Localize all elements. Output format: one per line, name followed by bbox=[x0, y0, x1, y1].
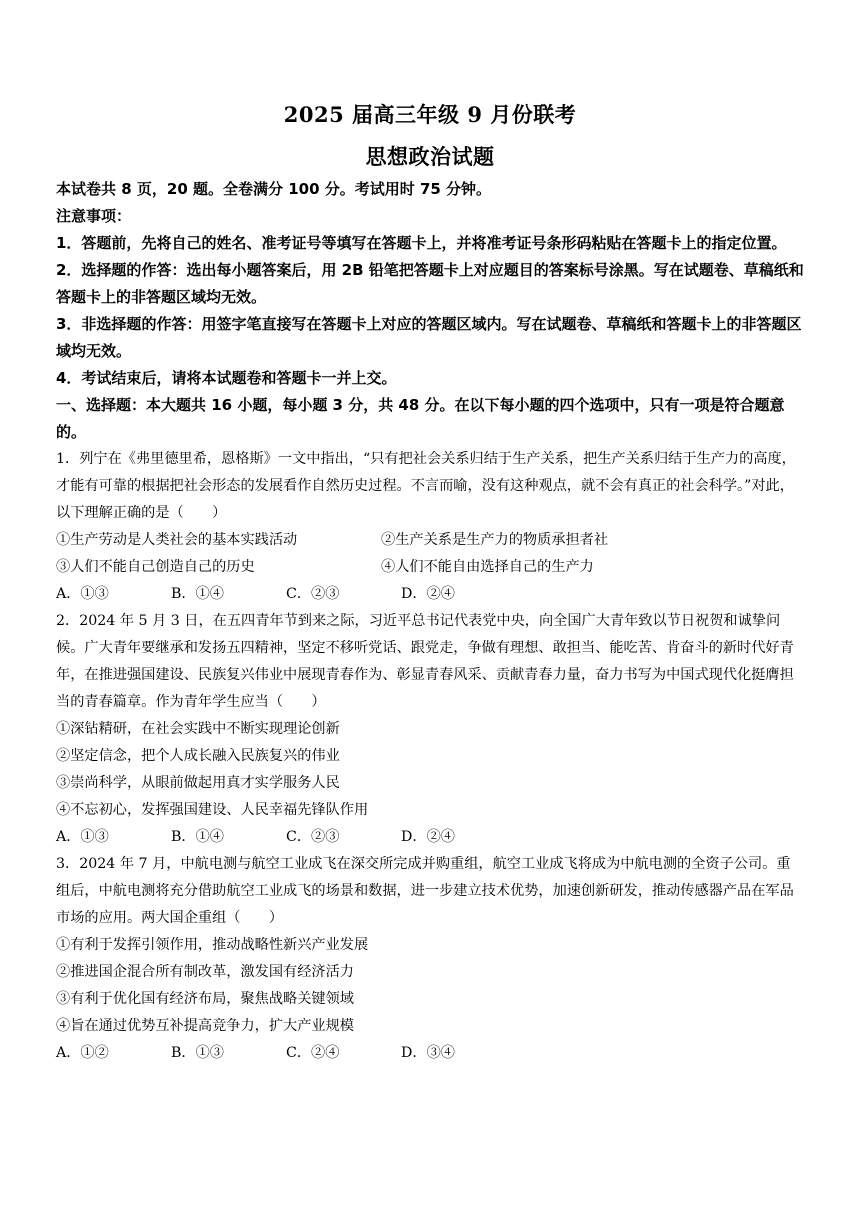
notice-item: 3．非选择题的作答：用签字笔直接写在答题卡上对应的答题区域内。写在试题卷、草稿纸和答题卡上的非答题区域均无效。 bbox=[56, 315, 802, 360]
notice-heading: 注意事项： bbox=[56, 207, 132, 225]
option-row bbox=[56, 527, 804, 554]
question-stem: 2．2024 年 5 月 3 日，在五四青年节到来之际，习近平总书记代表党中央，向全国广大青年致以节日祝贺和诚挚问候。广大青年要继承和发扬五四精神，坚定不移听党话、跟党走，争做有理想、敢担当、能吃苦、肯奋斗的新时代好青年，在推进强国建设、民族复兴伟业中展现青春作为、彰显青春风采、贡献青春力量，奋力书写为中国式现代化挺膺担当的青春篇章。作为青年学生应当（ ） bbox=[56, 613, 794, 710]
answer-choice: A．①③ bbox=[56, 829, 109, 845]
exam-title: 2025 届高三年级 9 月份联考 bbox=[283, 102, 577, 127]
option: ②生产关系是生产力的物质承担者社 bbox=[381, 532, 609, 548]
question-1 bbox=[56, 446, 804, 608]
option: ③有利于优化国有经济布局，聚焦战略关键领域 bbox=[56, 991, 354, 1007]
answer-choice: A．①② bbox=[56, 1045, 109, 1061]
answer-choices bbox=[56, 1040, 804, 1067]
option: ③人们不能自己创造自己的历史 bbox=[56, 559, 255, 575]
answer-choice: C．②③ bbox=[286, 829, 340, 845]
answer-choice: D．②④ bbox=[401, 586, 455, 602]
option-row bbox=[56, 554, 804, 581]
exam-page bbox=[56, 100, 804, 1067]
notice-item: 4．考试结束后，请将本试题卷和答题卡一并上交。 bbox=[56, 369, 397, 387]
answer-choice: B．①③ bbox=[171, 1045, 224, 1061]
answer-choice: C．②④ bbox=[286, 1045, 340, 1061]
section-heading: 一、选择题：本大题共 16 小题，每小题 3 分，共 48 分。在以下每小题的四个选项中，只有一项是符合题意的。 bbox=[56, 396, 785, 441]
answer-choice: D．②④ bbox=[401, 829, 455, 845]
answer-choice: D．③④ bbox=[401, 1045, 455, 1061]
exam-subtitle: 思想政治试题 bbox=[365, 144, 495, 169]
question-3 bbox=[56, 851, 804, 1067]
notice-item: 2．选择题的作答：选出每小题答案后，用 2B 铅笔把答题卡上对应题目的答案标号涂黑。写在试题卷、草稿纸和答题卡上的非答题区域均无效。 bbox=[56, 261, 804, 306]
question-stem: 1．列宁在《弗里德里希，恩格斯》一文中指出，“只有把社会关系归结于生产关系，把生产关系归结于生产力的高度，才能有可靠的根据把社会形态的发展看作自然历史过程。不言而喻，没有这种观点，就不会有真正的社会科学。”对此，以下理解正确的是（ ） bbox=[56, 451, 796, 521]
option: ①深钻精研，在社会实践中不断实现理论创新 bbox=[56, 721, 340, 737]
answer-choice: C．②③ bbox=[286, 586, 340, 602]
answer-choice: B．①④ bbox=[171, 586, 224, 602]
answer-choices bbox=[56, 824, 804, 851]
option: ④不忘初心，发挥强国建设、人民幸福先锋队作用 bbox=[56, 802, 369, 818]
answer-choice: A．①③ bbox=[56, 586, 109, 602]
question-stem: 3．2024 年 7 月，中航电测与航空工业成飞在深交所完成并购重组，航空工业成飞将成为中航电测的全资子公司。重组后，中航电测将充分借助航空工业成飞的场景和数据，进一步建立技术优势，加速创新研发，推动传感器产品在军品市场的应用。两大国企重组（ ） bbox=[56, 856, 794, 926]
option: ①生产劳动是人类社会的基本实践活动 bbox=[56, 532, 298, 548]
option: ②坚定信念，把个人成长融入民族复兴的伟业 bbox=[56, 748, 340, 764]
exam-summary: 本试卷共 8 页，20 题。全卷满分 100 分。考试用时 75 分钟。 bbox=[56, 180, 492, 198]
option: ③崇尚科学，从眼前做起用真才实学服务人民 bbox=[56, 775, 340, 791]
answer-choices bbox=[56, 581, 804, 608]
notice-item: 1．答题前，先将自己的姓名、准考证号等填写在答题卡上，并将准考证号条形码粘贴在答题卡上的指定位置。 bbox=[56, 234, 787, 252]
option: ②推进国企混合所有制改革，激发国有经济活力 bbox=[56, 964, 354, 980]
option: ①有利于发挥引领作用，推动战略性新兴产业发展 bbox=[56, 937, 369, 953]
question-2 bbox=[56, 608, 804, 851]
answer-choice: B．①④ bbox=[171, 829, 224, 845]
option: ④人们不能自由选择自己的生产力 bbox=[381, 559, 594, 575]
option: ④旨在通过优势互补提高竞争力，扩大产业规模 bbox=[56, 1018, 354, 1034]
